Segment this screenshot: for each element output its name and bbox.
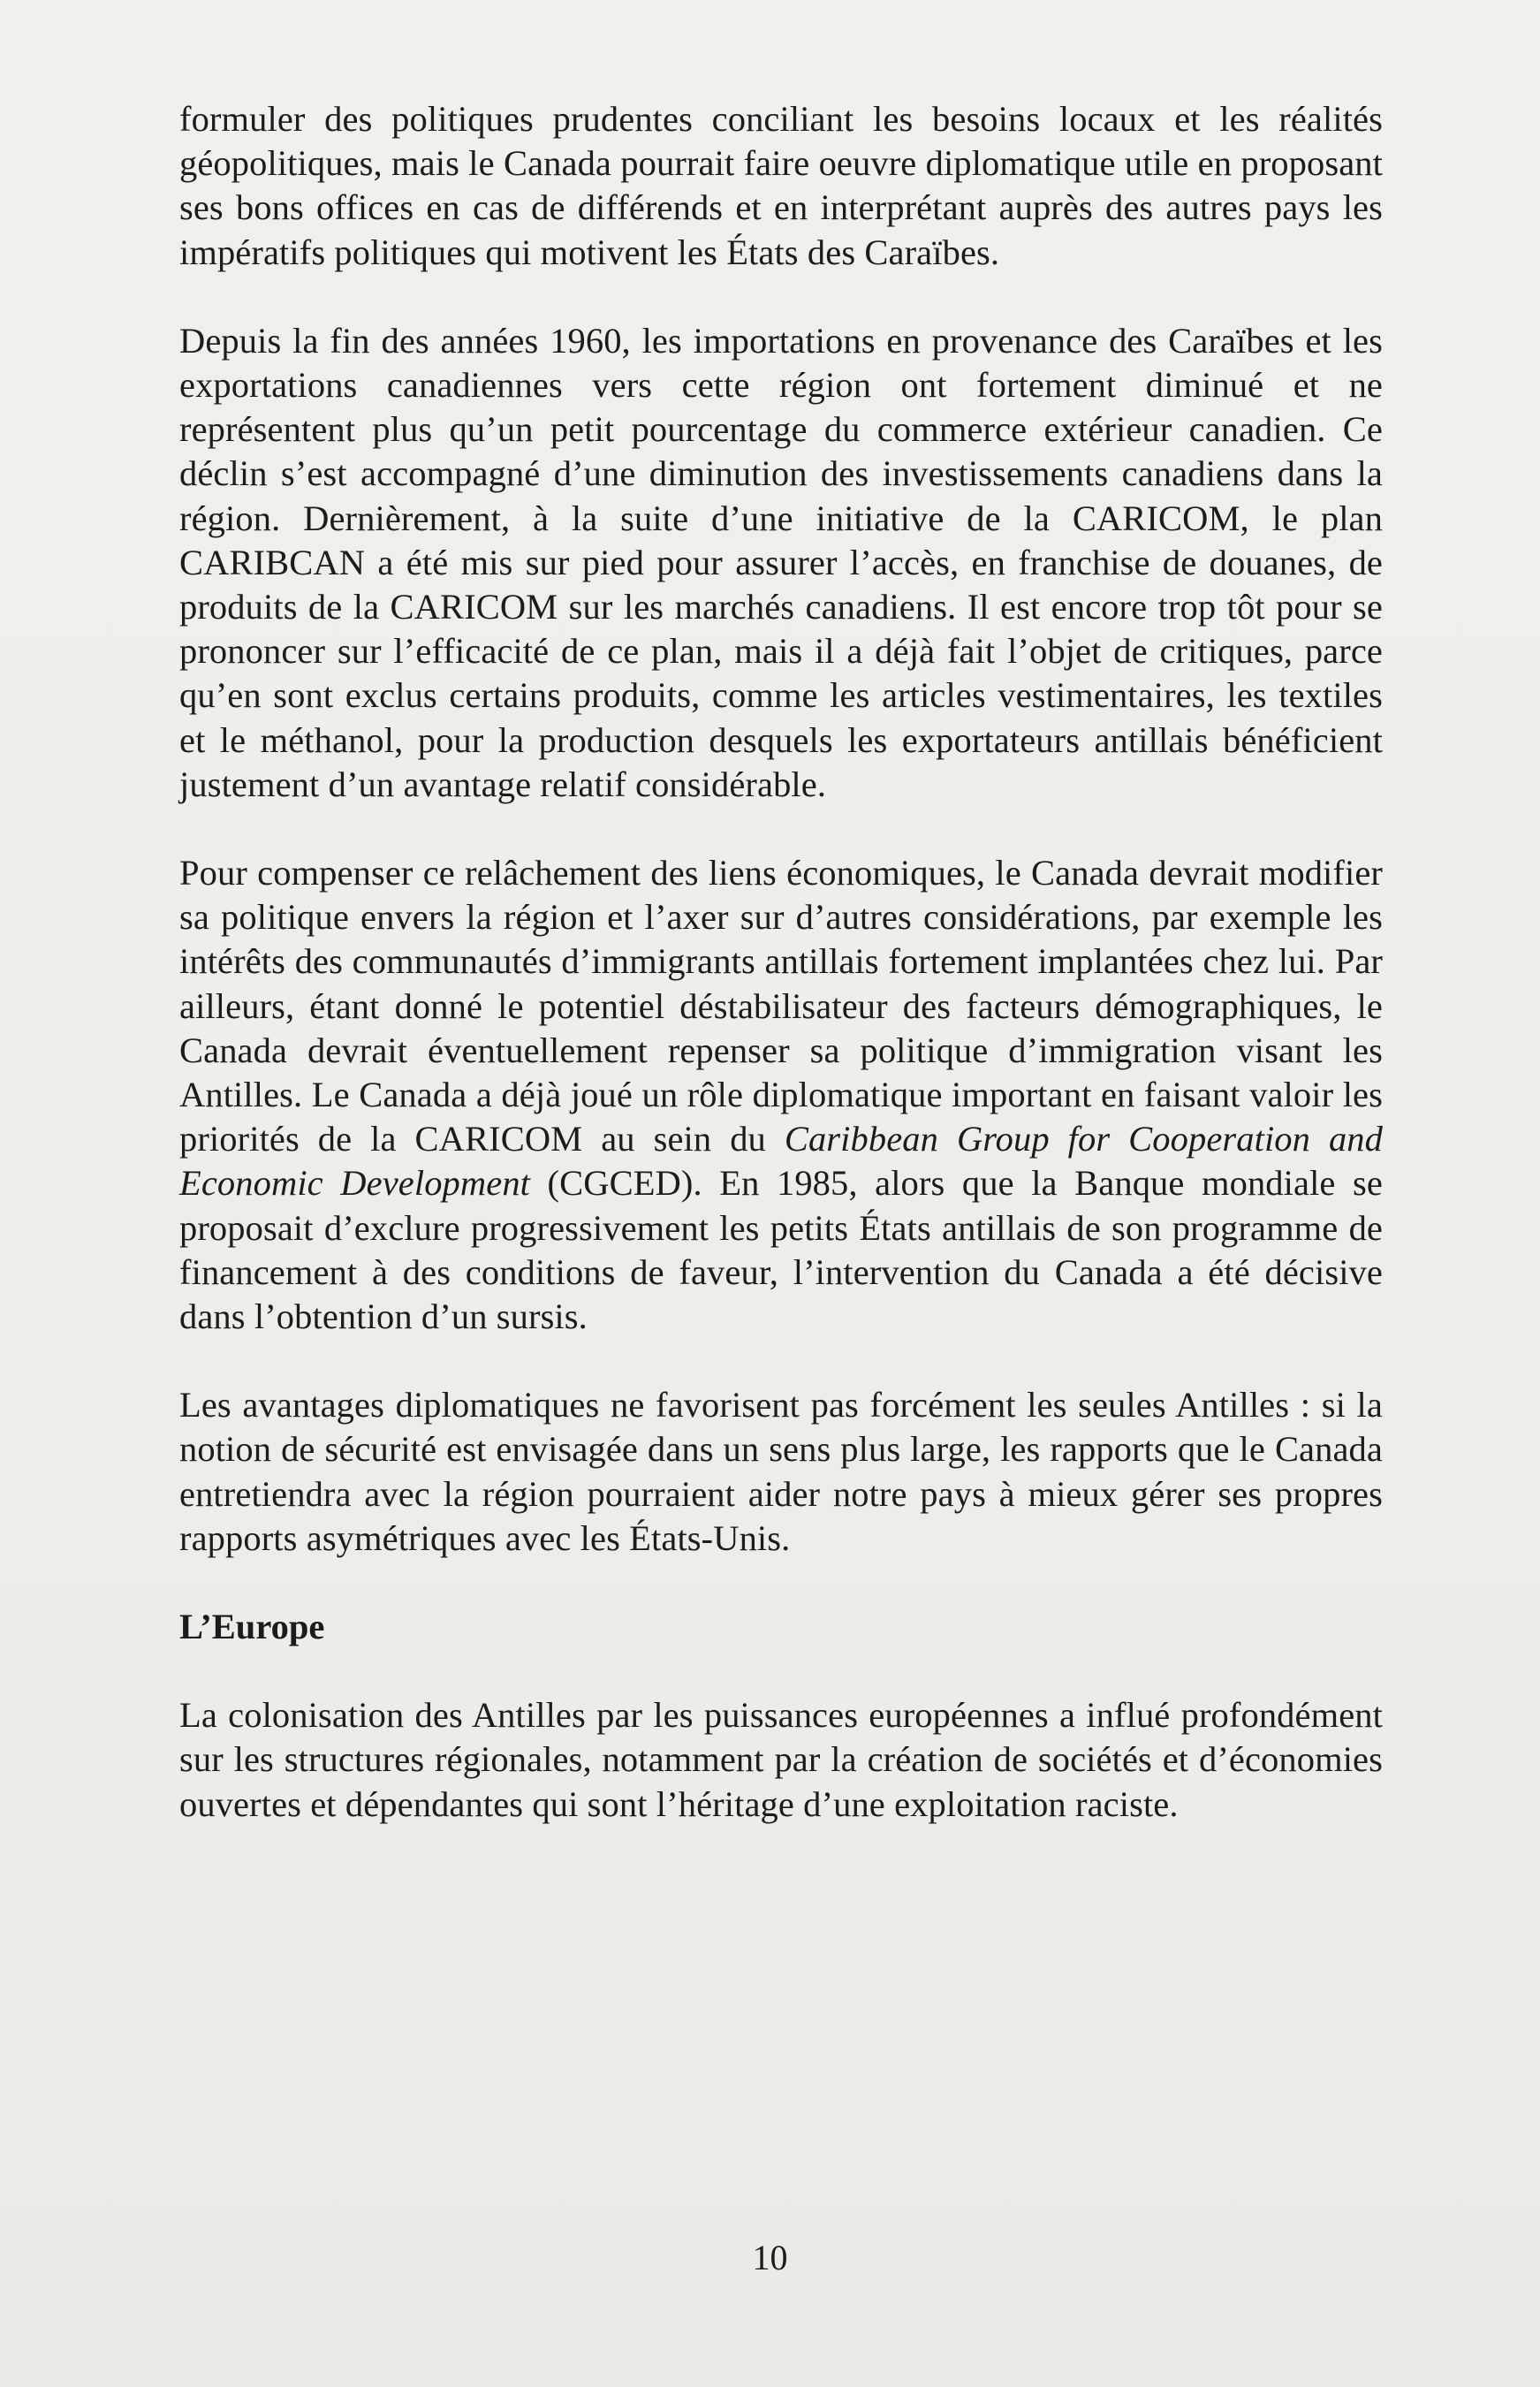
paragraph-economic-ties-end: (CGCED). En 1985, alors que la Banque mondiale se proposait d’exclure progressivement les petits États antillais de son programme de financement à des conditions de faveur, l’intervention du Canada a été décisive dans l’obtention d’un sursis.	[179, 1163, 1383, 1337]
paragraph-trade-decline: Depuis la fin des années 1960, les importations en provenance des Caraïbes et les exportations canadiennes vers cette région ont fortement diminué et ne représentent plus qu’un petit pourcentage du commerce extérieur canadien. Ce déclin s’est accompagné d’une diminution des investissements canadiens dans la région. Dernièrement, à la suite d’une initiative de la CARICOM, le plan CARIBCAN a été mis sur pied pour assurer l’accès, en franchise de douanes, de produits de la CARICOM sur les marchés canadiens. Il est encore trop tôt pour se prononcer sur l’efficacité de ce plan, mais il a déjà fait l’objet de critiques, parce qu’en sont exclus certains produits, comme les articles vestimentaires, les textiles et le méthanol, pour la production desquels les exportateurs antillais bénéficient justement d’un avantage relatif considérable.	[179, 320, 1383, 804]
paragraph-economic-ties-start: Pour compenser ce relâchement des liens économiques, le Canada devrait modifier sa politique envers la région et l’axer sur d’autres considérations, par exemple les intérêts des communautés d’immigrants antillais fortement implantées chez lui. Par ailleurs, étant donné le potentiel déstabilisateur des facteurs démographiques, le Canada devrait éventuellement repenser sa politique d’immigration visant les Antilles. Le Canada a déjà joué un rôle diplomatique important en faisant valoir les priorités de la CARICOM au sein du	[179, 853, 1383, 1159]
paragraph-diplomatic-advantages: Les avantages diplomatiques ne favorisent pas forcément les seules Antilles : si la notion de sécurité est envisagée dans un sens plus large, les rapports que le Canada entretiendra avec la région pourraient aider notre pays à mieux gérer ses propres rapports asymétriques avec les États-Unis.	[179, 1385, 1383, 1558]
text-column	[179, 97, 1383, 1871]
paragraph-economic-ties	[179, 851, 1383, 1339]
paragraph-policy-conclusion: formuler des politiques prudentes conciliant les besoins locaux et les réalités géopolitiques, mais le Canada pourrait faire oeuvre diplomatique utile en proposant ses bons offices en cas de différends et en interprétant auprès des autres pays les impératifs politiques qui motivent les États des Caraïbes.	[179, 99, 1383, 272]
section-heading-europe: L’Europe	[179, 1607, 325, 1647]
paragraph-colonisation: La colonisation des Antilles par les puissances européennes a influé profondément sur les structures régionales, notamment par la création de sociétés et d’économies ouvertes et dépendantes qui sont l’héritage d’une exploitation raciste.	[179, 1695, 1383, 1824]
cgced-italic-title: Caribbean Group for Cooperation and Economic Development	[179, 1119, 1383, 1204]
page-number: 10	[752, 2238, 788, 2277]
